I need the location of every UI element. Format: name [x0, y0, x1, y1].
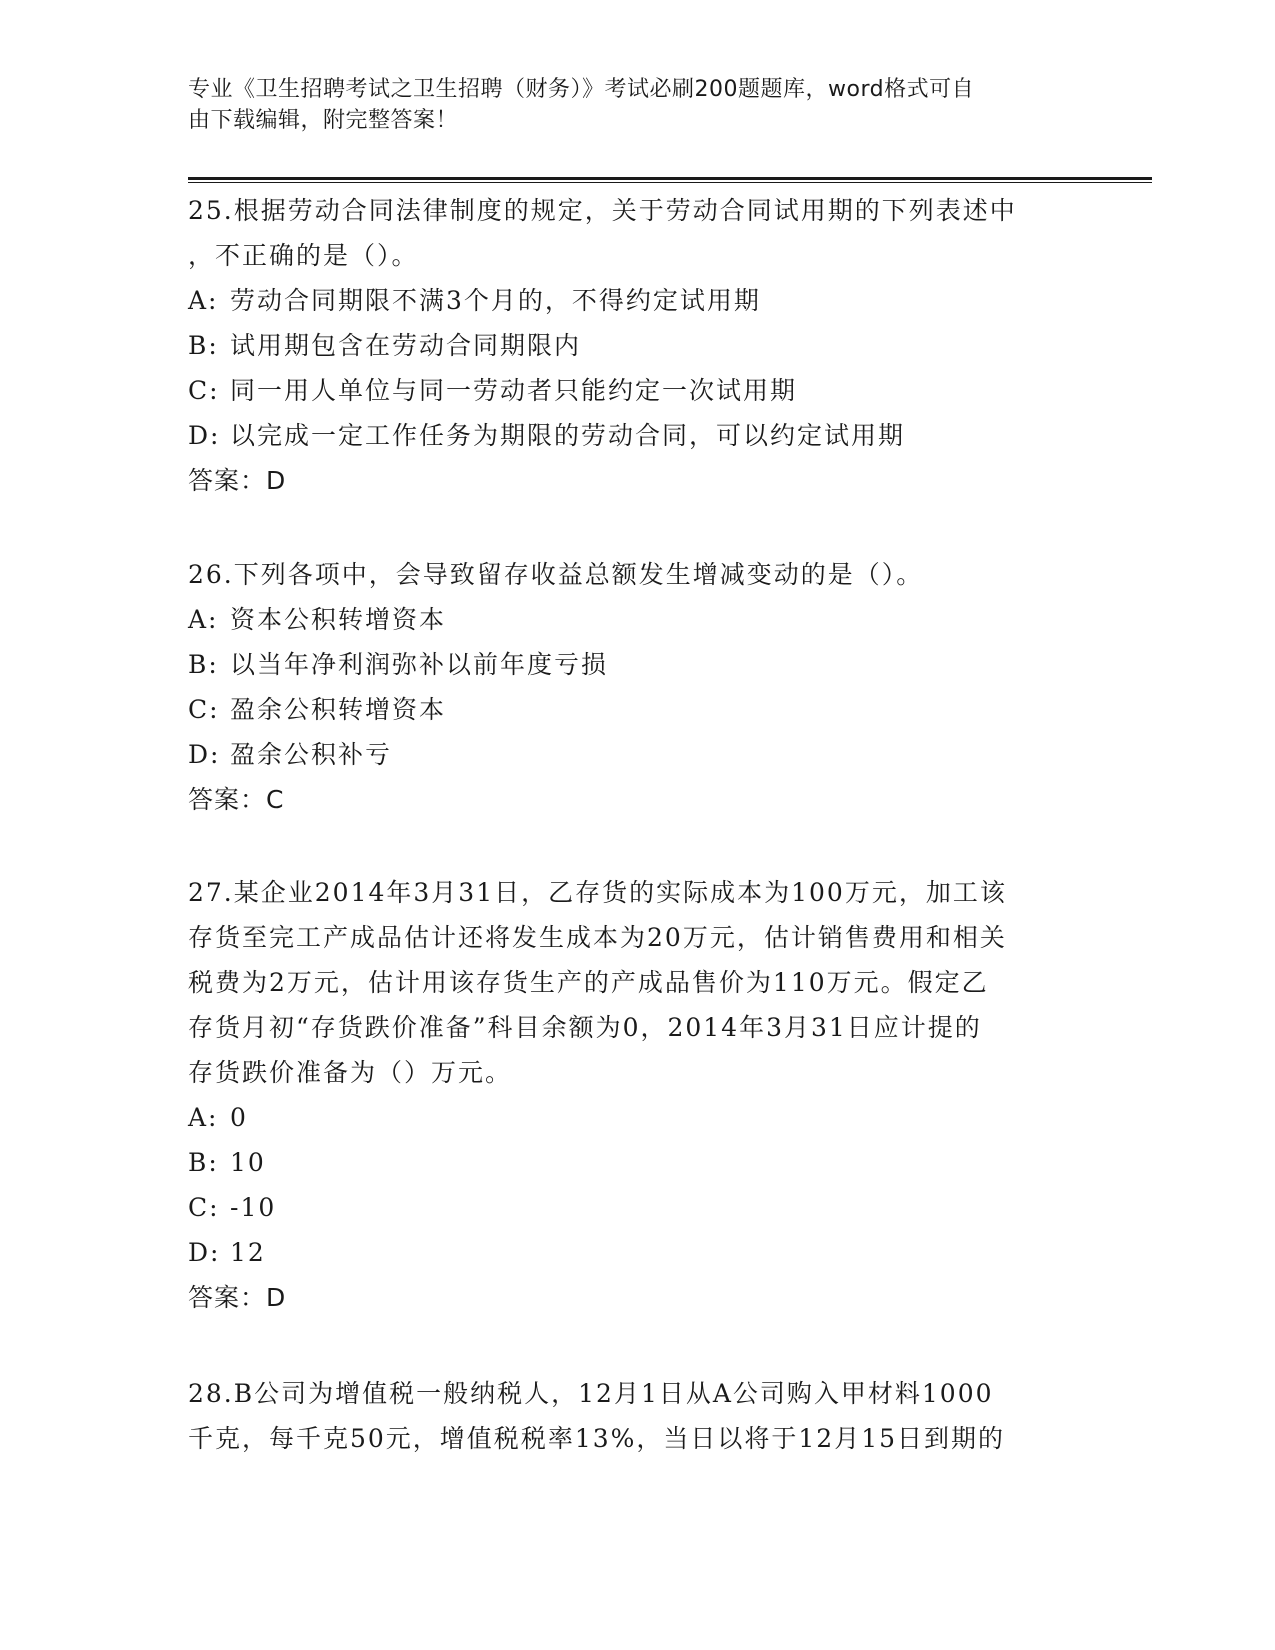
- option-text: 以完成一定工作任务为期限的劳动合同，可以约定试用期: [230, 421, 906, 450]
- option-letter: D:: [188, 421, 221, 450]
- option-text: 以当年净利润弥补以前年度亏损: [230, 650, 609, 679]
- option-d: [188, 1230, 1068, 1275]
- option-text: 盈余公积转增资本: [230, 695, 447, 724]
- question-stem-line: 千克，每千克50元，增值税税率13%，当日以将于12月15日到期的: [188, 1424, 1006, 1453]
- option-letter: A:: [188, 1103, 219, 1132]
- question-stem-line: 存货跌价准备为（）万元。: [188, 1058, 513, 1087]
- answer: 答案：D: [188, 1283, 287, 1312]
- option-letter: B:: [188, 331, 219, 360]
- header-divider-thin: [188, 182, 1152, 183]
- option-letter: C:: [188, 695, 220, 724]
- option-letter: D:: [188, 1238, 221, 1267]
- question-stem-line: ，不正确的是（）。: [188, 241, 419, 270]
- question-27: [188, 870, 1068, 1320]
- option-text: 盈余公积补亏: [230, 740, 393, 769]
- header-line-2: 由下载编辑，附完整答案！: [188, 108, 459, 133]
- option-letter: B:: [188, 1148, 219, 1177]
- option-text: 劳动合同期限不满3个月的，不得约定试用期: [230, 286, 761, 315]
- question-26: [188, 552, 1068, 822]
- option-text: 10: [230, 1148, 266, 1177]
- question-25: [188, 188, 1068, 503]
- option-text: 试用期包含在劳动合同期限内: [230, 331, 582, 360]
- option-b: [188, 642, 1068, 687]
- option-a: [188, 597, 1068, 642]
- answer: 答案：C: [188, 785, 285, 814]
- header-line-1: 专业《卫生招聘考试之卫生招聘（财务）》考试必刷200题题库，word格式可自: [188, 77, 975, 102]
- question-stem-line: 存货至完工产成品估计还将发生成本为20万元，估计销售费用和相关: [188, 923, 1007, 952]
- option-letter: A:: [188, 286, 219, 315]
- option-text: 12: [230, 1238, 266, 1267]
- question-stem-line: 26.下列各项中，会导致留存收益总额发生增减变动的是（）。: [188, 560, 924, 589]
- option-c: [188, 1185, 1068, 1230]
- question-stem-line: 28.B公司为增值税一般纳税人，12月1日从A公司购入甲材料1000: [188, 1379, 994, 1408]
- option-b: [188, 1140, 1068, 1185]
- option-letter: D:: [188, 740, 221, 769]
- option-a: [188, 278, 1068, 323]
- answer: 答案：D: [188, 466, 287, 495]
- option-letter: C:: [188, 376, 220, 405]
- document-header: [188, 74, 1068, 136]
- question-stem-line: 27.某企业2014年3月31日，乙存货的实际成本为100万元，加工该: [188, 878, 1007, 907]
- option-d: [188, 732, 1068, 777]
- option-text: -10: [230, 1193, 277, 1222]
- option-text: 同一用人单位与同一劳动者只能约定一次试用期: [230, 376, 798, 405]
- option-a: [188, 1095, 1068, 1140]
- question-stem-line: 25.根据劳动合同法律制度的规定，关于劳动合同试用期的下列表述中: [188, 196, 1017, 225]
- option-letter: A:: [188, 605, 219, 634]
- option-c: [188, 687, 1068, 732]
- option-letter: C:: [188, 1193, 220, 1222]
- option-c: [188, 368, 1068, 413]
- option-letter: B:: [188, 650, 219, 679]
- question-28: [188, 1371, 1068, 1461]
- question-stem-line: 存货月初“存货跌价准备”科目余额为0，2014年3月31日应计提的: [188, 1013, 982, 1042]
- option-d: [188, 413, 1068, 458]
- header-divider-thick: [188, 177, 1152, 180]
- option-text: 资本公积转增资本: [230, 605, 447, 634]
- option-b: [188, 323, 1068, 368]
- question-stem-line: 税费为2万元，估计用该存货生产的产成品售价为110万元。假定乙: [188, 968, 989, 997]
- option-text: 0: [230, 1103, 248, 1132]
